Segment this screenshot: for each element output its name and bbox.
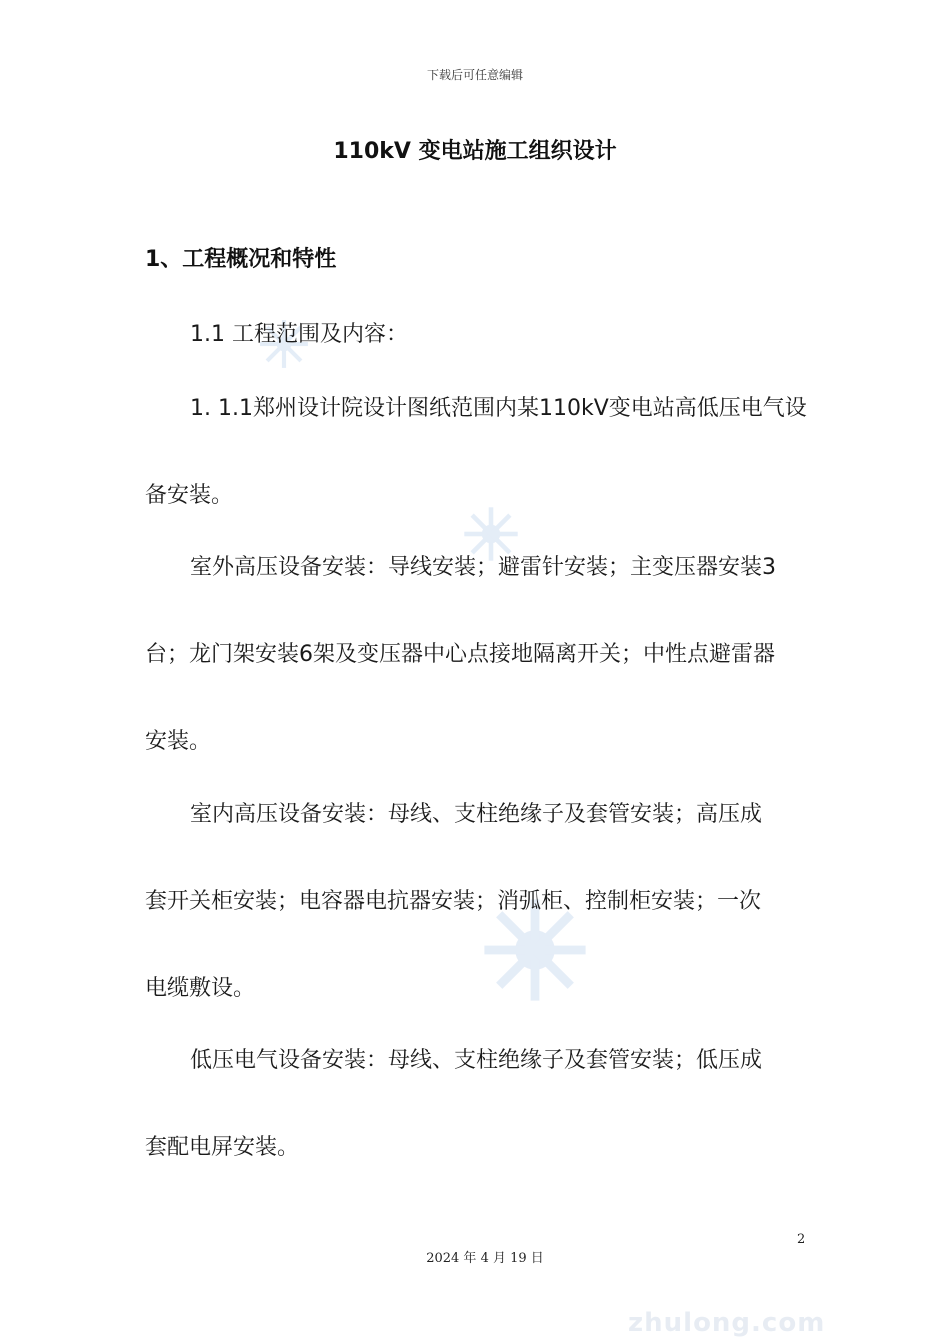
paragraph-line: 低压电气设备安装：母线、支柱绝缘子及套管安装；低压成 bbox=[190, 1048, 763, 1073]
paragraph-line: 套配电屏安装。 bbox=[145, 1135, 300, 1160]
paragraph-line: 室内高压设备安装：母线、支柱绝缘子及套管安装；高压成 bbox=[190, 802, 763, 827]
paragraph-line: 室外高压设备安装：导线安装；避雷针安装；主变压器安装3 bbox=[190, 555, 776, 580]
section-heading: 1、工程概况和特性 bbox=[145, 247, 337, 272]
paragraph-line: 备安装。 bbox=[145, 483, 234, 508]
paragraph-line: 1.1 工程范围及内容： bbox=[190, 322, 408, 347]
paragraph-line: 台；龙门架安装6架及变压器中心点接地隔离开关；中性点避雷器 bbox=[145, 642, 775, 667]
paragraph-line: 套开关柜安装；电容器电抗器安装；消弧柜、控制柜安装；一次 bbox=[145, 889, 762, 914]
paragraph-line: 安装。 bbox=[145, 729, 212, 754]
paragraph-line: 电缆敷设。 bbox=[145, 976, 256, 1001]
paragraph-line: 1. 1.1郑州设计院设计图纸范围内某110kV变电站高低压电气设 bbox=[190, 396, 807, 421]
document-title: 110kV 变电站施工组织设计 bbox=[333, 139, 617, 164]
header-note: 下载后可任意编辑 bbox=[426, 68, 523, 82]
site-watermark: zhulong.com bbox=[628, 1308, 826, 1338]
page-number: 2 bbox=[797, 1232, 806, 1247]
footer-date: 2024 年 4 月 19 日 bbox=[426, 1251, 544, 1266]
